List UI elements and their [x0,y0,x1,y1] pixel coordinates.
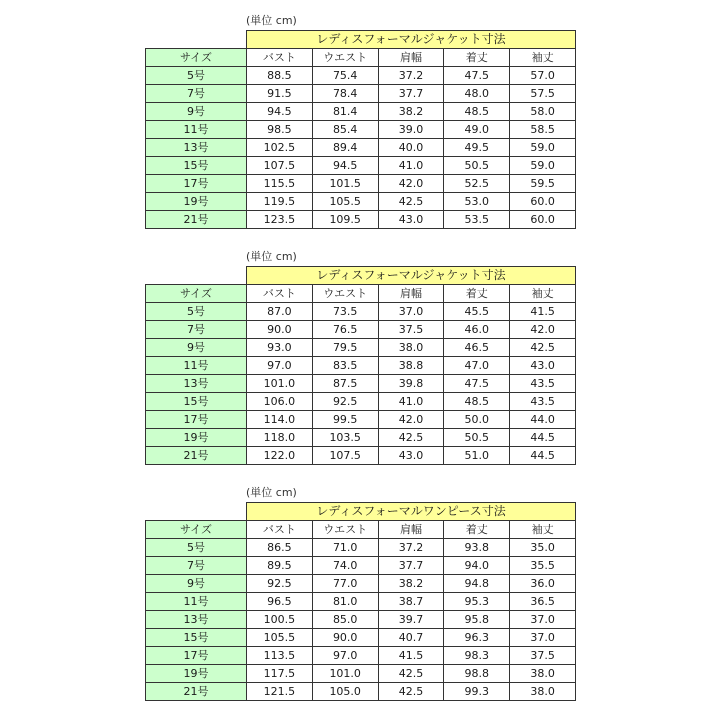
waist-cell: 85.4 [312,121,378,139]
shoulder-cell: 42.5 [378,193,444,211]
shoulder-cell: 42.0 [378,175,444,193]
header-size: サイズ [146,285,247,303]
sleeve-cell: 38.0 [510,683,576,701]
shoulder-cell: 37.0 [378,303,444,321]
bust-cell: 113.5 [247,647,313,665]
bust-cell: 92.5 [247,575,313,593]
bust-cell: 122.0 [247,447,313,465]
unit-label: (単位 cm) [246,14,297,27]
size-cell: 17号 [146,411,247,429]
header-shoulder: 肩幅 [378,521,444,539]
length-cell: 94.0 [444,557,510,575]
bust-cell: 115.5 [247,175,313,193]
size-cell: 5号 [146,67,247,85]
length-cell: 98.8 [444,665,510,683]
size-cell: 17号 [146,175,247,193]
shoulder-cell: 37.2 [378,539,444,557]
bust-cell: 117.5 [247,665,313,683]
sleeve-cell: 37.5 [510,647,576,665]
bust-cell: 114.0 [247,411,313,429]
size-cell: 13号 [146,375,247,393]
waist-cell: 71.0 [312,539,378,557]
length-cell: 46.5 [444,339,510,357]
bust-cell: 96.5 [247,593,313,611]
size-cell: 21号 [146,683,247,701]
shoulder-cell: 38.2 [378,103,444,121]
shoulder-cell: 39.7 [378,611,444,629]
bust-cell: 123.5 [247,211,313,229]
sleeve-cell: 44.0 [510,411,576,429]
shoulder-cell: 42.5 [378,683,444,701]
bust-cell: 91.5 [247,85,313,103]
length-cell: 47.0 [444,357,510,375]
table-row [146,339,576,357]
shoulder-cell: 42.5 [378,665,444,683]
shoulder-cell: 43.0 [378,211,444,229]
length-cell: 49.5 [444,139,510,157]
size-table [145,502,576,701]
length-cell: 95.3 [444,593,510,611]
size-cell: 15号 [146,393,247,411]
sleeve-cell: 36.5 [510,593,576,611]
sleeve-cell: 43.5 [510,375,576,393]
header-bust: バスト [247,49,313,67]
sleeve-cell: 43.0 [510,357,576,375]
waist-cell: 74.0 [312,557,378,575]
table-row [146,121,576,139]
table-row [146,85,576,103]
bust-cell: 90.0 [247,321,313,339]
length-cell: 48.5 [444,103,510,121]
header-waist: ウエスト [312,521,378,539]
sleeve-cell: 60.0 [510,193,576,211]
bust-cell: 101.0 [247,375,313,393]
length-cell: 94.8 [444,575,510,593]
waist-cell: 101.0 [312,665,378,683]
length-cell: 47.5 [444,375,510,393]
sleeve-cell: 44.5 [510,429,576,447]
table-row [146,665,576,683]
sleeve-cell: 57.0 [510,67,576,85]
shoulder-cell: 41.5 [378,647,444,665]
waist-cell: 94.5 [312,157,378,175]
bust-cell: 97.0 [247,357,313,375]
waist-cell: 75.4 [312,67,378,85]
header-length: 着丈 [444,49,510,67]
table-row [146,539,576,557]
length-cell: 99.3 [444,683,510,701]
waist-cell: 105.0 [312,683,378,701]
bust-cell: 105.5 [247,629,313,647]
header-size: サイズ [146,521,247,539]
shoulder-cell: 38.2 [378,575,444,593]
bust-cell: 121.5 [247,683,313,701]
shoulder-cell: 37.2 [378,67,444,85]
shoulder-cell: 38.0 [378,339,444,357]
size-cell: 21号 [146,447,247,465]
table-row [146,193,576,211]
table-row [146,157,576,175]
shoulder-cell: 39.0 [378,121,444,139]
table-title: レディスフォーマルワンピース寸法 [247,503,576,521]
bust-cell: 94.5 [247,103,313,121]
size-cell: 9号 [146,575,247,593]
shoulder-cell: 37.7 [378,85,444,103]
size-cell: 21号 [146,211,247,229]
size-cell: 11号 [146,357,247,375]
header-shoulder: 肩幅 [378,285,444,303]
table-row [146,357,576,375]
length-cell: 93.8 [444,539,510,557]
bust-cell: 100.5 [247,611,313,629]
sleeve-cell: 42.5 [510,339,576,357]
sleeve-cell: 57.5 [510,85,576,103]
sleeve-cell: 37.0 [510,611,576,629]
length-cell: 50.5 [444,429,510,447]
header-waist: ウエスト [312,49,378,67]
size-cell: 5号 [146,539,247,557]
waist-cell: 92.5 [312,393,378,411]
shoulder-cell: 38.8 [378,357,444,375]
table-row [146,593,576,611]
header-sleeve: 袖丈 [510,521,576,539]
length-cell: 95.8 [444,611,510,629]
header-bust: バスト [247,521,313,539]
table-row [146,647,576,665]
length-cell: 53.0 [444,193,510,211]
bust-cell: 86.5 [247,539,313,557]
waist-cell: 109.5 [312,211,378,229]
size-cell: 15号 [146,629,247,647]
sleeve-cell: 59.0 [510,139,576,157]
length-cell: 47.5 [444,67,510,85]
length-cell: 50.5 [444,157,510,175]
table-row [146,303,576,321]
waist-cell: 78.4 [312,85,378,103]
size-cell: 11号 [146,121,247,139]
header-length: 着丈 [444,521,510,539]
sleeve-cell: 59.5 [510,175,576,193]
waist-cell: 76.5 [312,321,378,339]
shoulder-cell: 40.7 [378,629,444,647]
sleeve-cell: 37.0 [510,629,576,647]
length-cell: 48.0 [444,85,510,103]
table-row [146,393,576,411]
sleeve-cell: 41.5 [510,303,576,321]
waist-cell: 79.5 [312,339,378,357]
size-cell: 11号 [146,593,247,611]
unit-label: (単位 cm) [246,486,297,499]
bust-cell: 107.5 [247,157,313,175]
size-cell: 19号 [146,665,247,683]
header-row [146,285,576,303]
size-chart-onepiece [145,484,575,701]
size-cell: 7号 [146,85,247,103]
sleeve-cell: 35.0 [510,539,576,557]
length-cell: 45.5 [444,303,510,321]
table-row [146,67,576,85]
bust-cell: 87.0 [247,303,313,321]
shoulder-cell: 41.0 [378,157,444,175]
size-cell: 15号 [146,157,247,175]
size-cell: 7号 [146,321,247,339]
shoulder-cell: 42.0 [378,411,444,429]
bust-cell: 98.5 [247,121,313,139]
length-cell: 52.5 [444,175,510,193]
table-title: レディスフォーマルジャケット寸法 [247,267,576,285]
bust-cell: 118.0 [247,429,313,447]
table-row [146,557,576,575]
waist-cell: 97.0 [312,647,378,665]
size-cell: 13号 [146,139,247,157]
sleeve-cell: 43.5 [510,393,576,411]
header-sleeve: 袖丈 [510,285,576,303]
bust-cell: 102.5 [247,139,313,157]
length-cell: 51.0 [444,447,510,465]
bust-cell: 89.5 [247,557,313,575]
size-cell: 13号 [146,611,247,629]
table-row [146,429,576,447]
table-row [146,629,576,647]
sleeve-cell: 38.0 [510,665,576,683]
waist-cell: 81.4 [312,103,378,121]
table-row [146,411,576,429]
shoulder-cell: 37.5 [378,321,444,339]
size-cell: 9号 [146,103,247,121]
sleeve-cell: 36.0 [510,575,576,593]
header-row [146,49,576,67]
size-cell: 17号 [146,647,247,665]
sleeve-cell: 42.0 [510,321,576,339]
sleeve-cell: 58.0 [510,103,576,121]
header-shoulder: 肩幅 [378,49,444,67]
table-row [146,103,576,121]
shoulder-cell: 41.0 [378,393,444,411]
bust-cell: 119.5 [247,193,313,211]
unit-label: (単位 cm) [246,250,297,263]
shoulder-cell: 37.7 [378,557,444,575]
size-table [145,30,576,229]
waist-cell: 89.4 [312,139,378,157]
table-row [146,447,576,465]
waist-cell: 107.5 [312,447,378,465]
table-row [146,575,576,593]
bust-cell: 88.5 [247,67,313,85]
table-row [146,683,576,701]
length-cell: 46.0 [444,321,510,339]
size-cell: 7号 [146,557,247,575]
shoulder-cell: 38.7 [378,593,444,611]
size-chart-jacket-1 [145,12,575,229]
header-length: 着丈 [444,285,510,303]
size-cell: 19号 [146,193,247,211]
bust-cell: 93.0 [247,339,313,357]
waist-cell: 87.5 [312,375,378,393]
sleeve-cell: 59.0 [510,157,576,175]
table-title: レディスフォーマルジャケット寸法 [247,31,576,49]
length-cell: 50.0 [444,411,510,429]
waist-cell: 77.0 [312,575,378,593]
shoulder-cell: 43.0 [378,447,444,465]
table-row [146,211,576,229]
length-cell: 48.5 [444,393,510,411]
size-table [145,266,576,465]
shoulder-cell: 39.8 [378,375,444,393]
size-cell: 5号 [146,303,247,321]
header-row [146,521,576,539]
waist-cell: 99.5 [312,411,378,429]
length-cell: 96.3 [444,629,510,647]
length-cell: 49.0 [444,121,510,139]
header-bust: バスト [247,285,313,303]
length-cell: 98.3 [444,647,510,665]
sleeve-cell: 35.5 [510,557,576,575]
waist-cell: 83.5 [312,357,378,375]
table-row [146,375,576,393]
shoulder-cell: 40.0 [378,139,444,157]
sleeve-cell: 58.5 [510,121,576,139]
size-chart-jacket-2 [145,248,575,465]
waist-cell: 85.0 [312,611,378,629]
bust-cell: 106.0 [247,393,313,411]
waist-cell: 103.5 [312,429,378,447]
length-cell: 53.5 [444,211,510,229]
shoulder-cell: 42.5 [378,429,444,447]
waist-cell: 73.5 [312,303,378,321]
waist-cell: 81.0 [312,593,378,611]
table-row [146,321,576,339]
size-cell: 9号 [146,339,247,357]
waist-cell: 90.0 [312,629,378,647]
table-row [146,175,576,193]
sleeve-cell: 60.0 [510,211,576,229]
waist-cell: 101.5 [312,175,378,193]
size-cell: 19号 [146,429,247,447]
table-row [146,139,576,157]
header-size: サイズ [146,49,247,67]
header-waist: ウエスト [312,285,378,303]
table-row [146,611,576,629]
header-sleeve: 袖丈 [510,49,576,67]
sleeve-cell: 44.5 [510,447,576,465]
waist-cell: 105.5 [312,193,378,211]
